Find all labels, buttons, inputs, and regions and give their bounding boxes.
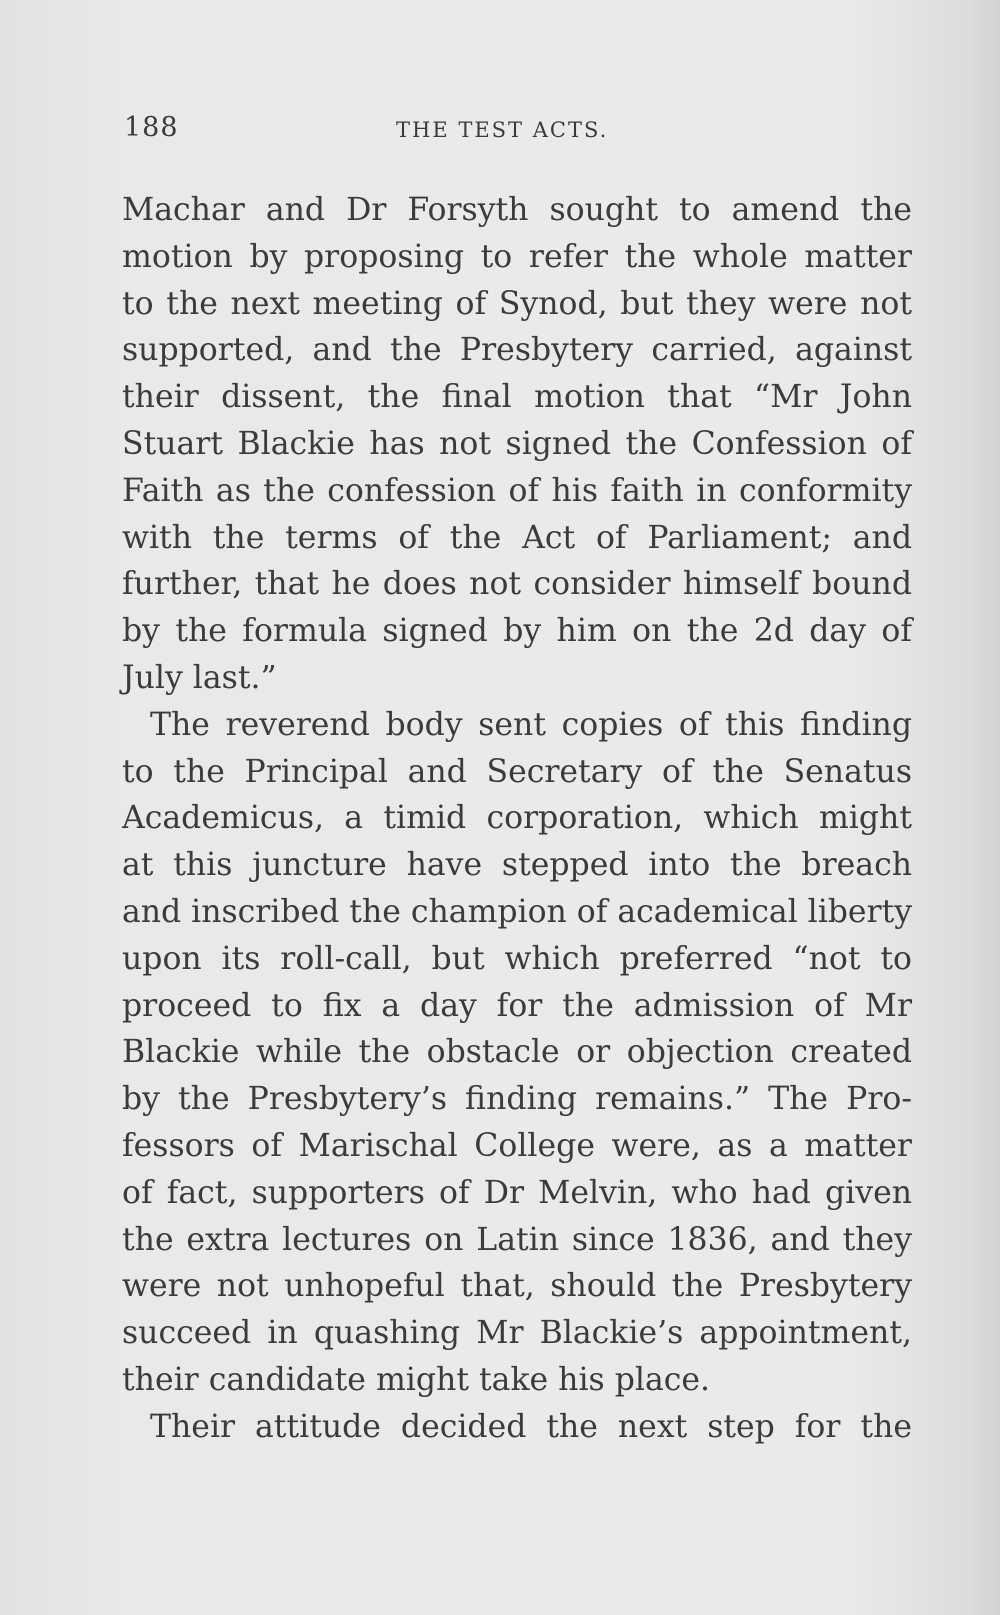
text-line: further, that he does not consider himself bound [122,566,912,603]
text-line: of fact, supporters of Dr Melvin, who had given [122,1174,912,1211]
text-line: The reverend body sent copies of this finding [150,706,912,743]
page-number: 188 [124,112,179,143]
text-line: by the formula signed by him on the 2d day of [122,613,912,650]
text-line: to the Principal and Secretary of the Senatus [122,753,912,790]
text-line: by the Presbytery’s finding remains.” The Pro- [122,1081,912,1118]
text-line: Machar and Dr Forsyth sought to amend the [122,192,912,228]
body-text [122,187,912,1451]
text-line: their candidate might take his place. [122,1361,711,1398]
text-line: motion by proposing to refer the whole matter [122,238,912,275]
running-head: THE TEST ACTS. [396,118,609,142]
text-line: their dissent, the final motion that “Mr John [122,379,912,416]
text-line: to the next meeting of Synod, but they were not [122,285,912,322]
text-line: with the terms of the Act of Parliament; and [122,519,912,556]
text-line: Faith as the confession of his faith in conformity [122,472,912,509]
text-line: upon its roll-call, but which preferred “not to [122,940,912,977]
text-line: July last.” [122,659,277,696]
text-line: at this juncture have stepped into the breach [122,847,912,884]
text-line: fessors of Marischal College were, as a matter [122,1127,912,1164]
text-line: Their attitude decided the next step for the [150,1408,912,1445]
text-line: succeed in quashing Mr Blackie’s appointment, [122,1315,912,1352]
text-line: supported, and the Presbytery carried, against [122,332,912,369]
text-line: and inscribed the champion of academical liberty [122,893,913,930]
text-line: Academicus, a timid corporation, which might [122,800,912,837]
text-line: Stuart Blackie has not signed the Confession of [122,425,912,462]
text-line: proceed to fix a day for the admission of Mr [122,987,912,1024]
text-line: the extra lectures on Latin since 1836, and they [122,1221,912,1258]
text-line: Blackie while the obstacle or objection created [122,1034,912,1071]
text-line: were not unhopeful that, should the Presbytery [122,1268,912,1305]
page-header [124,112,906,152]
